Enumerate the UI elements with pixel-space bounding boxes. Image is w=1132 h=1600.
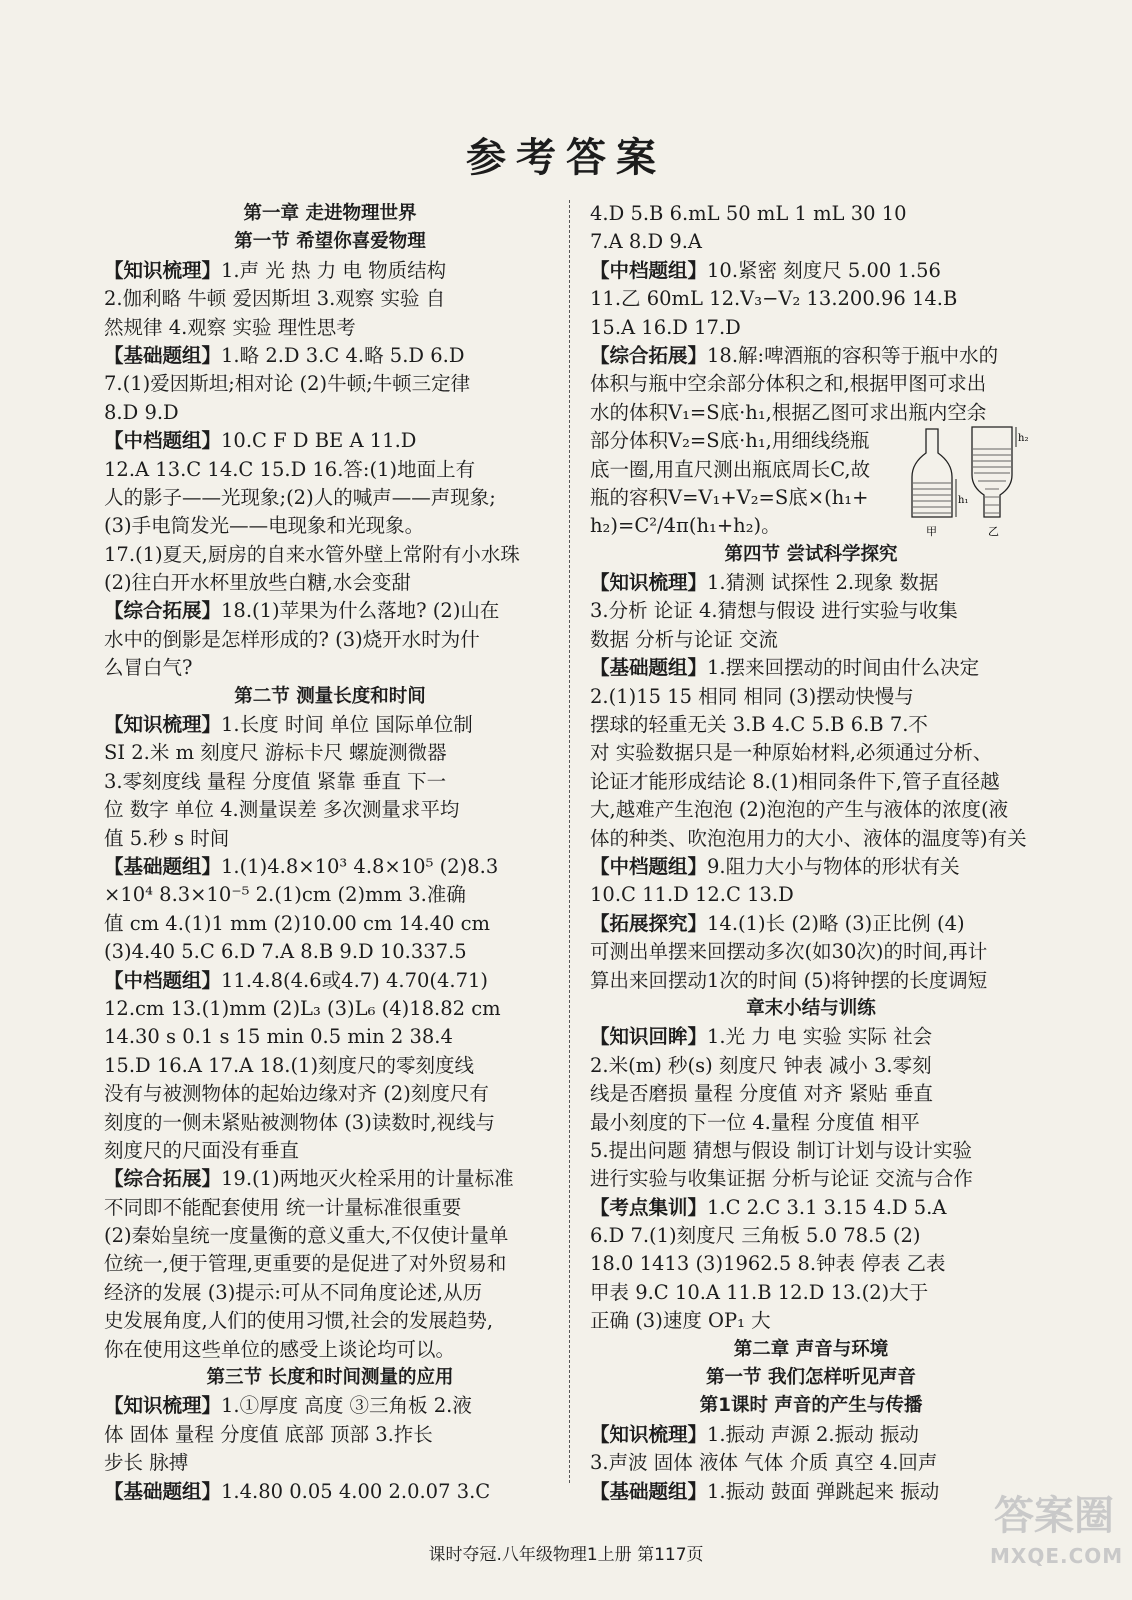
answer-line (590, 597, 1032, 625)
section-heading (590, 1392, 1032, 1420)
label-h1: h₁ (958, 495, 969, 507)
line-text: 没有与被测物体的起始边缘对齐 (2)刻度尺有 (104, 1082, 489, 1106)
section-tag: 【考点集训】 (590, 1195, 708, 1219)
answer-line (104, 1449, 556, 1477)
line-text: 人的影子——光现象;(2)人的喊声——声现象; (104, 485, 496, 509)
line-text: 7.A 8.D 9.A (590, 230, 703, 254)
section-tag: 【知识梳理】 (590, 1422, 708, 1446)
answer-line (104, 456, 556, 484)
line-text: 12.cm 13.(1)mm (2)L₃ (3)L₆ (4)18.82 cm (104, 996, 501, 1020)
answer-line (104, 285, 556, 313)
line-text: 1.振动 鼓面 弹跳起来 振动 (707, 1479, 940, 1503)
answer-line (104, 711, 556, 739)
line-text: 1.振动 声源 2.振动 振动 (707, 1422, 919, 1446)
answer-line (590, 1023, 1032, 1051)
watermark (990, 1488, 1124, 1588)
section-heading (104, 683, 556, 711)
answer-line (104, 342, 556, 370)
label-h2: h₂ (1018, 433, 1029, 445)
answer-line (590, 1222, 1032, 1250)
section-tag: 【基础题组】 (104, 1479, 222, 1503)
line-text: 体积与瓶中空余部分体积之和,根据甲图可求出 (590, 372, 987, 396)
answer-line (104, 1023, 556, 1051)
answer-line (104, 597, 556, 625)
answer-line (590, 654, 1032, 682)
line-text: 8.D 9.D (104, 400, 179, 424)
answer-line (590, 228, 1032, 256)
answer-line (590, 910, 1032, 938)
line-text: 数据 分析与论证 交流 (590, 627, 778, 651)
bottle-figure (908, 423, 1030, 541)
line-text: 底一圈,用直尺测出瓶底周长C,故 (590, 457, 871, 481)
answer-line (590, 257, 1032, 285)
answer-line (590, 1080, 1032, 1108)
line-text: 7.(1)爱因斯坦;相对论 (2)牛顿;牛顿三定律 (104, 372, 471, 396)
line-text: 18.(1)苹果为什么落地? (2)山在 (221, 599, 500, 623)
line-text: 1.猜测 试探性 2.现象 数据 (707, 571, 939, 595)
answer-line (590, 484, 908, 512)
section-heading (104, 1364, 556, 1392)
section-tag: 【中档题组】 (104, 968, 222, 992)
section-tag: 【基础题组】 (590, 1479, 708, 1503)
line-text: 值 5.秒 s 时间 (104, 826, 230, 850)
line-text: (3)4.40 5.C 6.D 7.A 8.B 9.D 10.337.5 (104, 940, 467, 964)
section-tag: 【基础题组】 (104, 854, 222, 878)
line-text: 水中的倒影是怎样形成的? (3)烧开水时为什 (104, 627, 480, 651)
section-heading (104, 228, 556, 256)
answer-line (104, 427, 556, 455)
section-tag: 【综合拓展】 (104, 1167, 222, 1191)
answer-line (104, 853, 556, 881)
answer-line (590, 739, 1032, 767)
line-text: 第二节 测量长度和时间 (234, 685, 426, 707)
section-tag: 【知识梳理】 (104, 1394, 222, 1418)
answer-line (104, 399, 556, 427)
line-text: 12.A 13.C 14.C 15.D 16.答:(1)地面上有 (104, 457, 476, 481)
line-text: 第一节 我们怎样听见声音 (706, 1367, 916, 1389)
answer-line (590, 1478, 1032, 1506)
line-text: 1.(1)4.8×10³ 4.8×10⁵ (2)8.3 (221, 854, 499, 878)
line-text: 2.伽利略 牛顿 爱因斯坦 3.观察 实验 自 (104, 287, 446, 311)
answer-line (104, 541, 556, 569)
section-tag: 【中档题组】 (590, 854, 708, 878)
line-text: 10.C 11.D 12.C 13.D (590, 883, 794, 907)
line-text: 15.D 16.A 17.A 18.(1)刻度尺的零刻度线 (104, 1053, 475, 1077)
answer-line (104, 626, 556, 654)
section-tag: 【知识梳理】 (590, 571, 708, 595)
left-column (104, 200, 556, 1506)
line-text: 然规律 4.观察 实验 理性思考 (104, 315, 356, 339)
section-tag: 【基础题组】 (590, 656, 708, 680)
line-text: 5.提出问题 猜想与假设 制订计划与设计实验 (590, 1138, 973, 1162)
line-text: 4.D 5.B 6.mL 50 mL 1 mL 30 10 (590, 202, 907, 225)
answer-line (104, 1080, 556, 1108)
line-text: 章末小结与训练 (746, 997, 876, 1019)
answer-line (104, 1307, 556, 1335)
page-title: 参考答案 (466, 134, 666, 181)
line-text: 经济的发展 (3)提示:可从不同角度论述,从历 (104, 1280, 483, 1304)
section-tag: 【中档题组】 (590, 258, 708, 282)
line-text: 位统一,便于管理,更重要的是促进了对外贸易和 (104, 1252, 507, 1276)
answer-line (590, 512, 908, 540)
line-text: 1.C 2.C 3.1 3.15 4.D 5.A (707, 1195, 947, 1219)
line-text: 18.0 1413 (3)1962.5 8.钟表 停表 乙表 (590, 1252, 946, 1276)
answer-line (104, 1109, 556, 1137)
line-text: 2.米(m) 秒(s) 刻度尺 钟表 减小 3.零刻 (590, 1053, 932, 1077)
line-text: 第1课时 声音的产生与传播 (699, 1395, 923, 1417)
answer-line (104, 1478, 556, 1506)
line-text: 刻度尺的尺面没有垂直 (104, 1138, 300, 1162)
answer-line (104, 938, 556, 966)
line-text: 19.(1)两地灭火栓采用的计量标准 (221, 1167, 514, 1191)
answer-line (590, 1194, 1032, 1222)
section-heading (104, 200, 556, 228)
answer-line (590, 569, 1032, 597)
section-tag: 【综合拓展】 (590, 343, 708, 367)
line-text: 14.30 s 0.1 s 15 min 0.5 min 2 38.4 (104, 1025, 453, 1049)
section-tag: 【知识梳理】 (104, 258, 222, 282)
answer-line (590, 1307, 1032, 1335)
answer-line (590, 1165, 1032, 1193)
line-text: 2.(1)15 15 相同 相同 (3)摆动快慢与 (590, 684, 914, 708)
answer-line (590, 1449, 1032, 1477)
answer-line (104, 314, 556, 342)
section-tag: 【拓展探究】 (590, 911, 708, 935)
line-text: 瓶的容积V=V₁+V₂=S底×(h₁+ (590, 485, 869, 509)
line-text: 1.略 2.D 3.C 4.略 5.D 6.D (221, 343, 465, 367)
right-column (590, 200, 1032, 1506)
line-text: 线是否磨损 量程 分度值 对齐 紧贴 垂直 (590, 1082, 933, 1106)
line-text: 第二章 声音与环境 (733, 1338, 889, 1360)
answer-line (590, 683, 1032, 711)
answer-line (590, 1421, 1032, 1449)
line-text: 第四节 尝试科学探究 (724, 543, 898, 565)
line-text: 值 cm 4.(1)1 mm (2)10.00 cm 14.40 cm (104, 911, 491, 935)
answer-line (590, 1052, 1032, 1080)
answer-line (590, 456, 908, 484)
column-divider (569, 200, 571, 1483)
line-text: h₂)=C²/4π(h₁+h₂)。 (590, 514, 781, 538)
answer-line (590, 881, 1032, 909)
answer-line (590, 285, 1032, 313)
answer-line (590, 768, 1032, 796)
line-text: 1.①厚度 高度 ③三角板 2.液 (221, 1394, 472, 1418)
line-text: 1.长度 时间 单位 国际单位制 (221, 713, 473, 737)
answer-line (104, 1165, 556, 1193)
section-tag: 【中档题组】 (104, 429, 222, 453)
line-text: 体的种类、吹泡泡用力的大小、液体的温度等)有关 (590, 826, 1027, 850)
line-text: 甲表 9.C 10.A 11.B 12.D 13.(2)大于 (590, 1280, 929, 1304)
line-text: 论证才能形成结论 8.(1)相同条件下,管子直径越 (590, 769, 1000, 793)
line-text: 第一节 希望你喜爱物理 (234, 231, 426, 253)
answer-line (104, 1250, 556, 1278)
answer-line (590, 200, 1032, 228)
line-text: 么冒白气? (104, 656, 193, 680)
line-text: (2)秦始皇统一度量衡的意义重大,不仅使计量单 (104, 1224, 509, 1248)
section-heading (590, 1336, 1032, 1364)
line-text: 1.4.80 0.05 4.00 2.0.07 3.C (221, 1479, 491, 1503)
answer-line (104, 512, 556, 540)
answer-line (104, 1392, 556, 1420)
line-text: 1.声 光 热 力 电 物质结构 (221, 258, 447, 282)
line-text: SI 2.米 m 刻度尺 游标卡尺 螺旋测微器 (104, 741, 447, 765)
answer-line (104, 1222, 556, 1250)
line-text: 你在使用这些单位的感受上谈论均可以。 (104, 1337, 456, 1361)
watermark-logo-text: 答案圈 (994, 1493, 1114, 1539)
line-text: (2)往白开水杯里放些白糖,水会变甜 (104, 571, 411, 595)
watermark-url: MXQE.COM (990, 1544, 1124, 1568)
section-heading (590, 541, 1032, 569)
answer-line (104, 654, 556, 682)
answer-line (590, 342, 1032, 370)
answer-line (104, 569, 556, 597)
line-text: 1.光 力 电 实验 实际 社会 (707, 1025, 933, 1049)
answer-line (104, 1052, 556, 1080)
line-text: 第一章 走进物理世界 (243, 203, 417, 224)
answer-line (104, 825, 556, 853)
answer-line (104, 1421, 556, 1449)
answer-line (590, 825, 1032, 853)
answer-line (104, 768, 556, 796)
answer-line (590, 1137, 1032, 1165)
answer-line (590, 1250, 1032, 1278)
line-text: 9.阻力大小与物体的形状有关 (707, 854, 960, 878)
answer-line (104, 484, 556, 512)
line-text: 体 固体 量程 分度值 底部 顶部 3.拃长 (104, 1422, 433, 1446)
line-text: 11.4.8(4.6或4.7) 4.70(4.71) (221, 968, 489, 992)
line-text: 位 数字 单位 4.测量误差 多次测量求平均 (104, 798, 460, 822)
answer-line (104, 967, 556, 995)
line-text: 18.解:啤酒瓶的容积等于瓶中水的 (707, 343, 999, 367)
answer-line (104, 1194, 556, 1222)
answer-line (104, 257, 556, 285)
line-text: 11.乙 60mL 12.V₃−V₂ 13.200.96 14.B (590, 287, 958, 311)
line-text: 3.零刻度线 量程 分度值 紧靠 垂直 下一 (104, 769, 447, 793)
answer-line (104, 1279, 556, 1307)
answer-line (104, 910, 556, 938)
line-text: 不同即不能配套使用 统一计量标准很重要 (104, 1195, 462, 1219)
line-text: 步长 脉搏 (104, 1451, 189, 1475)
line-text: 算出来回摆动1次的时间 (5)将钟摆的长度调短 (590, 968, 988, 992)
line-text: ×10⁴ 8.3×10⁻⁵ 2.(1)cm (2)mm 3.准确 (104, 883, 466, 907)
line-text: 6.D 7.(1)刻度尺 三角板 5.0 78.5 (2) (590, 1224, 921, 1248)
label-yi: 乙 (988, 525, 999, 539)
line-text: 可测出单摆来回摆动多次(如30次)的时间,再计 (590, 940, 988, 964)
line-text: 史发展角度,人们的使用习惯,社会的发展趋势, (104, 1309, 494, 1333)
line-text: 15.A 16.D 17.D (590, 315, 741, 339)
answer-line (590, 967, 1032, 995)
answer-line (590, 853, 1032, 881)
line-text: 14.(1)长 (2)略 (3)正比例 (4) (707, 911, 965, 935)
line-text: 摆球的轻重无关 3.B 4.C 5.B 6.B 7.不 (590, 713, 928, 737)
label-jia: 甲 (926, 525, 937, 539)
page-footer: 课时夺冠.八年级物理1上册 第117页 (428, 1545, 704, 1565)
line-text: 对 实验数据只是一种原始材料,必须通过分析、 (590, 741, 993, 765)
line-text: (3)手电筒发光——电现象和光现象。 (104, 514, 425, 538)
answer-line (104, 1137, 556, 1165)
answer-line (104, 1336, 556, 1364)
line-text: 10.C F D BE A 11.D (221, 429, 417, 453)
section-heading (590, 1364, 1032, 1392)
line-text: 第三节 长度和时间测量的应用 (206, 1367, 454, 1389)
line-text: 大,越难产生泡泡 (2)泡泡的产生与液体的浓度(液 (590, 798, 1009, 822)
answer-line (590, 626, 1032, 654)
line-text: 最小刻度的下一位 4.量程 分度值 相平 (590, 1110, 920, 1134)
line-text: 3.分析 论证 4.猜想与假设 进行实验与收集 (590, 599, 958, 623)
section-tag: 【知识回眸】 (590, 1025, 708, 1049)
line-text: 17.(1)夏天,厨房的自来水管外壁上常附有小水珠 (104, 542, 520, 566)
section-tag: 【综合拓展】 (104, 599, 222, 623)
line-text: 刻度的一侧未紧贴被测物体 (3)读数时,视线与 (104, 1110, 496, 1134)
line-text: 10.紧密 刻度尺 5.00 1.56 (707, 258, 941, 282)
section-heading (590, 995, 1032, 1023)
line-text: 部分体积V₂=S底·h₁,用细线绕瓶 (590, 429, 870, 453)
answer-line (590, 796, 1032, 824)
line-text: 3.声波 固体 液体 气体 介质 真空 4.回声 (590, 1451, 938, 1475)
section-tag: 【基础题组】 (104, 343, 222, 367)
line-text: 1.摆来回摆动的时间由什么决定 (707, 656, 980, 680)
answer-line (590, 1109, 1032, 1137)
answer-line (104, 995, 556, 1023)
section-tag: 【知识梳理】 (104, 713, 222, 737)
answer-line (104, 796, 556, 824)
answer-line (590, 711, 1032, 739)
answer-line (590, 938, 1032, 966)
line-text: 水的体积V₁=S底·h₁,根据乙图可求出瓶内空余 (590, 400, 987, 424)
answer-line (104, 881, 556, 909)
answer-line (104, 739, 556, 767)
answer-line (590, 1279, 1032, 1307)
line-text: 进行实验与收集证据 分析与论证 交流与合作 (590, 1167, 973, 1191)
answer-line (104, 370, 556, 398)
answer-line (590, 427, 908, 455)
answer-line (590, 314, 1032, 342)
answer-line (590, 370, 1032, 398)
line-text: 正确 (3)速度 OP₁ 大 (590, 1309, 771, 1333)
